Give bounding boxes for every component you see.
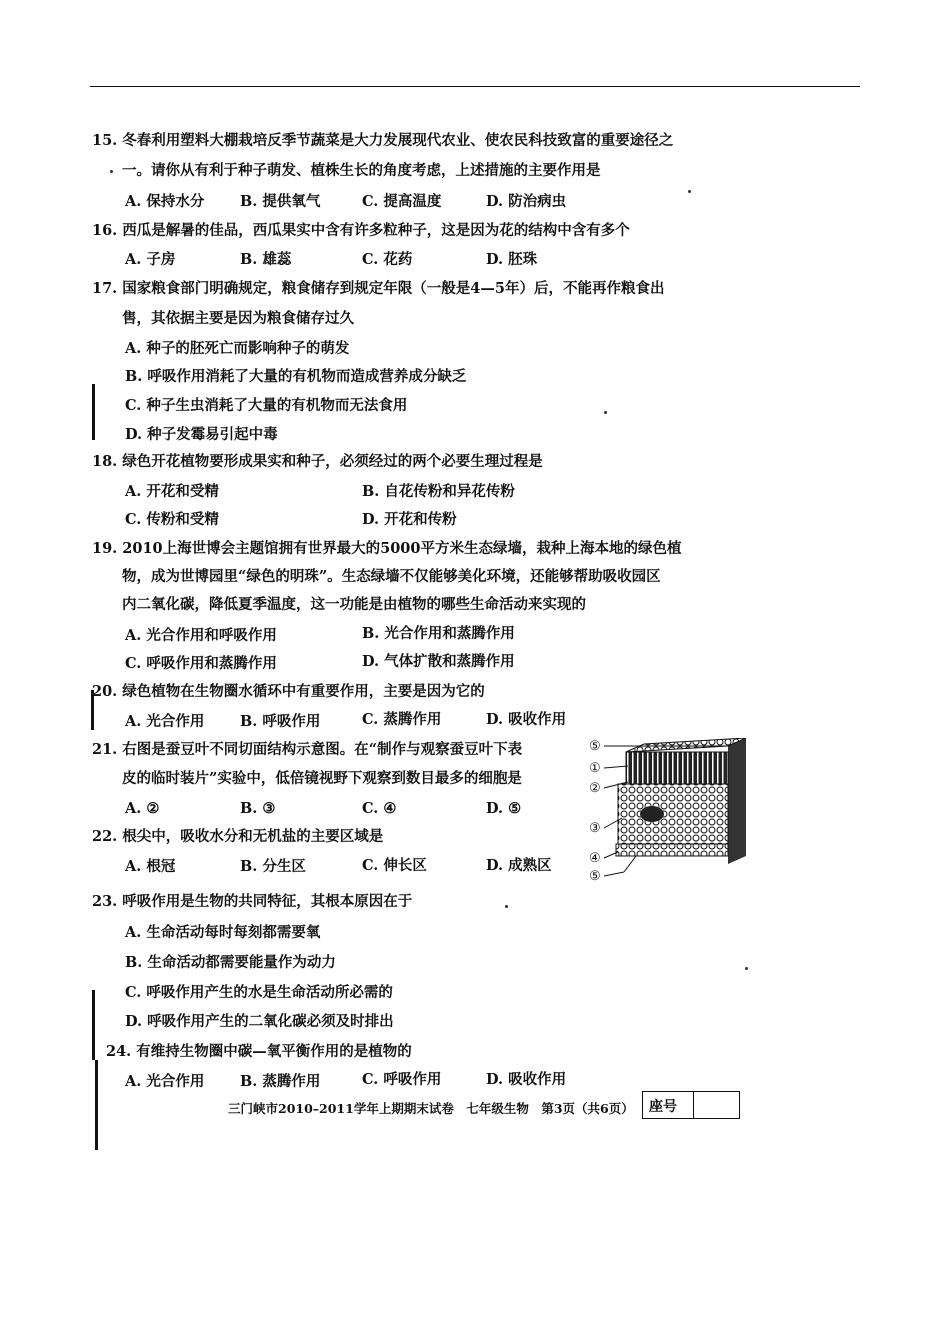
q16-stem: 16. 西瓜是解暑的佳品，西瓜果实中含有许多粒种子，这是因为花的结构中含有多个: [92, 222, 630, 239]
q17-option-b: B. 呼吸作用消耗了大量的有机物而造成营养成分缺乏: [125, 368, 467, 385]
q19-option-b: B. 光合作用和蒸腾作用: [362, 625, 515, 642]
q17-stem: 17. 国家粮食部门明确规定，粮食储存到规定年限（一般是4—5年）后，不能再作粮食出: [92, 280, 665, 297]
q23-option-c: C. 呼吸作用产生的水是生命活动所必需的: [125, 984, 393, 1001]
q15-option-d: D. 防治病虫: [486, 193, 567, 210]
q16-option-d: D. 胚珠: [486, 251, 538, 268]
diagram-label-1: ①: [589, 761, 601, 776]
q21-option-d: D. ⑤: [486, 800, 522, 817]
q17-option-d: D. 种子发霉易引起中毒: [125, 426, 278, 443]
scan-mark: [95, 1060, 98, 1150]
q20-option-d: D. 吸收作用: [486, 711, 567, 728]
q20-option-c: C. 蒸腾作用: [362, 711, 442, 728]
q16-option-a: A. 子房: [125, 251, 176, 268]
scan-speck: [110, 170, 113, 173]
scan-mark: [92, 384, 95, 440]
q17-stem-cont: 售，其依据主要是因为粮食储存过久: [122, 310, 354, 327]
q23-option-d: D. 呼吸作用产生的二氧化碳必须及时排出: [125, 1013, 394, 1030]
q15-option-a: A. 保持水分: [125, 193, 205, 210]
diagram-label-5-top: ⑤: [589, 739, 601, 754]
q21-option-b: B. ③: [240, 800, 276, 817]
diagram-label-2: ②: [589, 781, 601, 796]
q22-stem: 22. 根尖中，吸收水分和无机盐的主要区域是: [92, 828, 384, 845]
q18-option-c: C. 传粉和受精: [125, 511, 219, 528]
q18-stem: 18. 绿色开花植物要形成果实和种子，必须经过的两个必要生理过程是: [92, 453, 543, 470]
q22-option-a: A. 根冠: [125, 858, 176, 875]
q19-option-a: A. 光合作用和呼吸作用: [125, 627, 277, 644]
q22-option-c: C. 伸长区: [362, 857, 427, 874]
diagram-label-3: ③: [589, 821, 601, 836]
q21-option-c: C. ④: [362, 800, 397, 817]
scan-speck: [505, 905, 508, 908]
q18-option-a: A. 开花和受精: [125, 483, 219, 500]
q19-option-c: C. 呼吸作用和蒸腾作用: [125, 655, 277, 672]
q21-stem: 21. 右图是蚕豆叶不同切面结构示意图。在“制作与观察蚕豆叶下表: [92, 741, 523, 758]
q21-stem-cont: 皮的临时装片”实验中，低倍镜视野下观察到数目最多的细胞是: [122, 770, 522, 787]
q18-option-d: D. 开花和传粉: [362, 511, 457, 528]
seat-number-label: 座号: [649, 1099, 677, 1115]
q24-option-d: D. 吸收作用: [486, 1071, 567, 1088]
q24-option-c: C. 呼吸作用: [362, 1071, 442, 1088]
diagram-label-5-bottom: ⑤: [589, 869, 601, 884]
scan-speck: [604, 411, 607, 414]
q22-option-b: B. 分生区: [240, 858, 306, 875]
page-footer: 三门峡市2010–2011学年上期期末试卷 七年级生物 第3页（共6页）: [228, 1101, 634, 1116]
q20-stem: 20. 绿色植物在生物圈水循环中有重要作用，主要是因为它的: [92, 683, 485, 700]
q19-option-d: D. 气体扩散和蒸腾作用: [362, 653, 515, 670]
diagram-label-4: ④: [589, 851, 601, 866]
q15-option-b: B. 提供氧气: [240, 193, 321, 210]
q20-option-a: A. 光合作用: [125, 713, 205, 730]
seat-number-box[interactable]: [642, 1091, 740, 1119]
q15-option-c: C. 提高温度: [362, 193, 442, 210]
q23-option-a: A. 生命活动每时每刻都需要氧: [125, 924, 321, 941]
q18-option-b: B. 自花传粉和异花传粉: [362, 483, 515, 500]
q19-stem-cont: 物，成为世博园里“绿色的明珠”。生态绿墙不仅能够美化环境，还能够帮助吸收园区: [122, 568, 661, 585]
q15-stem: 15. 冬春利用塑料大棚栽培反季节蔬菜是大力发展现代农业、使农民科技致富的重要途径之: [92, 132, 674, 149]
q17-option-a: A. 种子的胚死亡而影响种子的萌发: [125, 340, 350, 357]
q22-option-d: D. 成熟区: [486, 857, 552, 874]
leaf-diagram-svg: [588, 738, 748, 886]
q19-stem: 19. 2010上海世博会主题馆拥有世界最大的5000平方米生态绿墙，栽种上海本地的绿色植: [92, 540, 682, 557]
q21-option-a: A. ②: [125, 800, 160, 817]
q16-option-b: B. 雄蕊: [240, 251, 292, 268]
q24-option-b: B. 蒸腾作用: [240, 1073, 321, 1090]
scan-speck: [745, 967, 748, 970]
header-rule: [90, 86, 860, 87]
leaf-cross-section-diagram: [588, 738, 748, 886]
q24-option-a: A. 光合作用: [125, 1073, 205, 1090]
q20-option-b: B. 呼吸作用: [240, 713, 321, 730]
q16-option-c: C. 花药: [362, 251, 413, 268]
seat-number-divider: [693, 1092, 694, 1118]
q23-option-b: B. 生命活动都需要能量作为动力: [125, 954, 336, 971]
q15-stem-cont: 一。请你从有利于种子萌发、植株生长的角度考虑，上述措施的主要作用是: [122, 162, 601, 179]
scan-speck: [688, 190, 691, 193]
q19-stem-cont2: 内二氧化碳，降低夏季温度，这一功能是由植物的哪些生命活动来实现的: [122, 596, 586, 613]
q24-stem: 24. 有维持生物圈中碳—氧平衡作用的是植物的: [106, 1043, 412, 1060]
scan-mark: [92, 990, 95, 1060]
q17-option-c: C. 种子生虫消耗了大量的有机物而无法食用: [125, 397, 408, 414]
q23-stem: 23. 呼吸作用是生物的共同特征，其根本原因在于: [92, 893, 413, 910]
